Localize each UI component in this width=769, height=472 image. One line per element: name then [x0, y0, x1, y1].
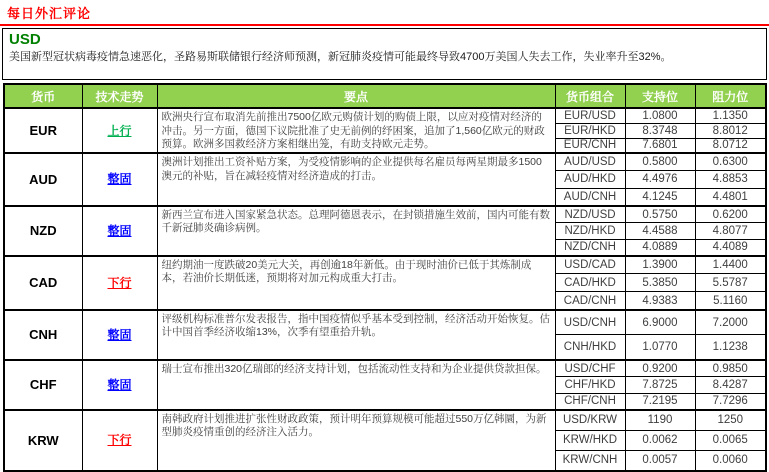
trend-link[interactable]: 上行	[107, 123, 132, 138]
support-value: 0.5800	[625, 153, 695, 171]
resistance-value: 1.1238	[695, 335, 766, 360]
support-value: 7.6801	[625, 138, 695, 153]
pair-name: AUD/CNH	[555, 188, 625, 206]
header-support: 支持位	[625, 84, 695, 108]
table-header-row	[4, 84, 766, 108]
pair-row	[4, 108, 766, 123]
usd-section-title: USD	[9, 31, 41, 48]
pair-row	[4, 153, 766, 171]
support-value: 4.4976	[625, 171, 695, 189]
resistance-value: 1.1350	[695, 108, 766, 123]
currency-cell: AUD	[4, 153, 82, 206]
header-pair: 货币组合	[555, 84, 625, 108]
pair-row	[4, 360, 766, 377]
support-value: 0.0062	[625, 430, 695, 450]
currency-cell: KRW	[4, 410, 82, 471]
trend-link[interactable]: 整固	[107, 377, 132, 392]
keypoints-cell: 瑞士宣布推出320亿瑞郎的经济支持计划，包括流动性支持和为企业提供贷款担保。	[157, 360, 555, 410]
pair-name: KRW/HKD	[555, 430, 625, 450]
currency-cell: CHF	[4, 360, 82, 410]
keypoints-cell: 澳洲计划推出工资补贴方案，为受疫情影响的企业提供每名雇员每两星期最多1500澳元的补贴，旨在减轻疫情对经济造成的打击。	[157, 153, 555, 206]
pair-name: AUD/HKD	[555, 171, 625, 189]
keypoints-cell: 新西兰宣布进入国家紧急状态。总理阿德恩表示，在封锁措施生效前，国内可能有数千新冠肺炎确诊病例。	[157, 206, 555, 256]
pair-name: CHF/HKD	[555, 377, 625, 394]
resistance-value: 5.1160	[695, 292, 766, 310]
support-value: 0.5750	[625, 206, 695, 223]
pair-name: USD/CHF	[555, 360, 625, 377]
pair-name: NZD/CNH	[555, 239, 625, 256]
pair-name: CNH/HKD	[555, 335, 625, 360]
keypoints-cell: 南韩政府计划推进扩张性财政政策，预计明年预算规模可能超过550万亿韩圜，为新型肺炎疫情重创的经济注入活力。	[157, 410, 555, 471]
pair-name: EUR/USD	[555, 108, 625, 123]
support-value: 5.3850	[625, 274, 695, 292]
pair-name: CAD/HKD	[555, 274, 625, 292]
table-body	[4, 108, 766, 471]
support-value: 4.4588	[625, 223, 695, 240]
resistance-value: 1250	[695, 410, 766, 430]
support-value: 8.3748	[625, 123, 695, 138]
trend-link[interactable]: 整固	[107, 223, 132, 238]
support-value: 1.0770	[625, 335, 695, 360]
pair-name: NZD/USD	[555, 206, 625, 223]
resistance-value: 7.7296	[695, 393, 766, 410]
pair-row	[4, 256, 766, 274]
support-value: 0.9200	[625, 360, 695, 377]
resistance-value: 8.0712	[695, 138, 766, 153]
trend-cell	[82, 206, 157, 256]
support-value: 7.8725	[625, 377, 695, 394]
resistance-value: 0.6300	[695, 153, 766, 171]
header-keypoints: 要点	[157, 84, 555, 108]
pair-name: USD/CAD	[555, 256, 625, 274]
trend-cell	[82, 153, 157, 206]
trend-link[interactable]: 整固	[107, 172, 132, 187]
keypoints-cell: 评级机构标准普尔发表报告，指中国疫情似乎基本受到控制，经济活动开始恢复。估计中国首季经济收缩13%，次季有望重拾升轨。	[157, 310, 555, 360]
resistance-value: 0.9850	[695, 360, 766, 377]
trend-cell	[82, 310, 157, 360]
currency-cell: CNH	[4, 310, 82, 360]
pair-name: NZD/HKD	[555, 223, 625, 240]
trend-link[interactable]: 下行	[107, 433, 132, 448]
support-value: 4.1245	[625, 188, 695, 206]
pair-name: USD/CNH	[555, 310, 625, 335]
fx-commentary-table	[3, 83, 767, 472]
trend-cell	[82, 108, 157, 153]
resistance-value: 7.2000	[695, 310, 766, 335]
pair-row	[4, 206, 766, 223]
support-value: 1190	[625, 410, 695, 430]
resistance-value: 1.4400	[695, 256, 766, 274]
resistance-value: 4.4801	[695, 188, 766, 206]
pair-name: KRW/CNH	[555, 451, 625, 471]
keypoints-cell: 纽约期油一度跌破20美元大关，再创逾18年新低。由于现时油价已低于其炼制成本，若油价长期低迷，预期将对加元构成重大打击。	[157, 256, 555, 310]
support-value: 6.9000	[625, 310, 695, 335]
support-value: 4.9383	[625, 292, 695, 310]
header-resistance: 阻力位	[695, 84, 766, 108]
resistance-value: 5.5787	[695, 274, 766, 292]
support-value: 1.0800	[625, 108, 695, 123]
resistance-value: 0.6200	[695, 206, 766, 223]
pair-name: EUR/CNH	[555, 138, 625, 153]
pair-name: CHF/CNH	[555, 393, 625, 410]
currency-cell: NZD	[4, 206, 82, 256]
trend-cell	[82, 410, 157, 471]
resistance-value: 4.8853	[695, 171, 766, 189]
resistance-value: 4.8077	[695, 223, 766, 240]
support-value: 0.0057	[625, 451, 695, 471]
trend-cell	[82, 256, 157, 310]
trend-cell	[82, 360, 157, 410]
pair-row	[4, 310, 766, 335]
pair-name: CAD/CNH	[555, 292, 625, 310]
page-title: 每日外汇评论	[7, 6, 92, 21]
header-currency: 货币	[4, 84, 82, 108]
currency-cell: CAD	[4, 256, 82, 310]
currency-cell: EUR	[4, 108, 82, 153]
resistance-value: 8.8012	[695, 123, 766, 138]
resistance-value: 0.0060	[695, 451, 766, 471]
usd-section	[2, 28, 767, 80]
trend-link[interactable]: 下行	[107, 275, 132, 290]
support-value: 4.0889	[625, 239, 695, 256]
pair-name: USD/KRW	[555, 410, 625, 430]
support-value: 1.3900	[625, 256, 695, 274]
pair-row	[4, 410, 766, 430]
header-trend: 技术走势	[82, 84, 157, 108]
resistance-value: 4.4089	[695, 239, 766, 256]
trend-link[interactable]: 整固	[107, 327, 132, 342]
support-value: 7.2195	[625, 393, 695, 410]
resistance-value: 0.0065	[695, 430, 766, 450]
resistance-value: 8.4287	[695, 377, 766, 394]
pair-name: EUR/HKD	[555, 123, 625, 138]
keypoints-cell: 欧洲央行宣布取消先前推出7500亿欧元购债计划的购债上限，以应对疫情对经济的冲击。另一方面，德国下议院批准了史无前例的纾困案，追加了1,560亿欧元的财政预算。欧洲多国救经济方案相继出笼，有助支持欧元走势。	[157, 108, 555, 153]
usd-section-comment: 美国新型冠状病毒疫情急速恶化，圣路易斯联储银行经济师预测，新冠肺炎疫情可能最终导致4700万美国人失去工作，失业率升至32%。	[9, 51, 672, 63]
page-header	[0, 0, 769, 26]
pair-name: AUD/USD	[555, 153, 625, 171]
